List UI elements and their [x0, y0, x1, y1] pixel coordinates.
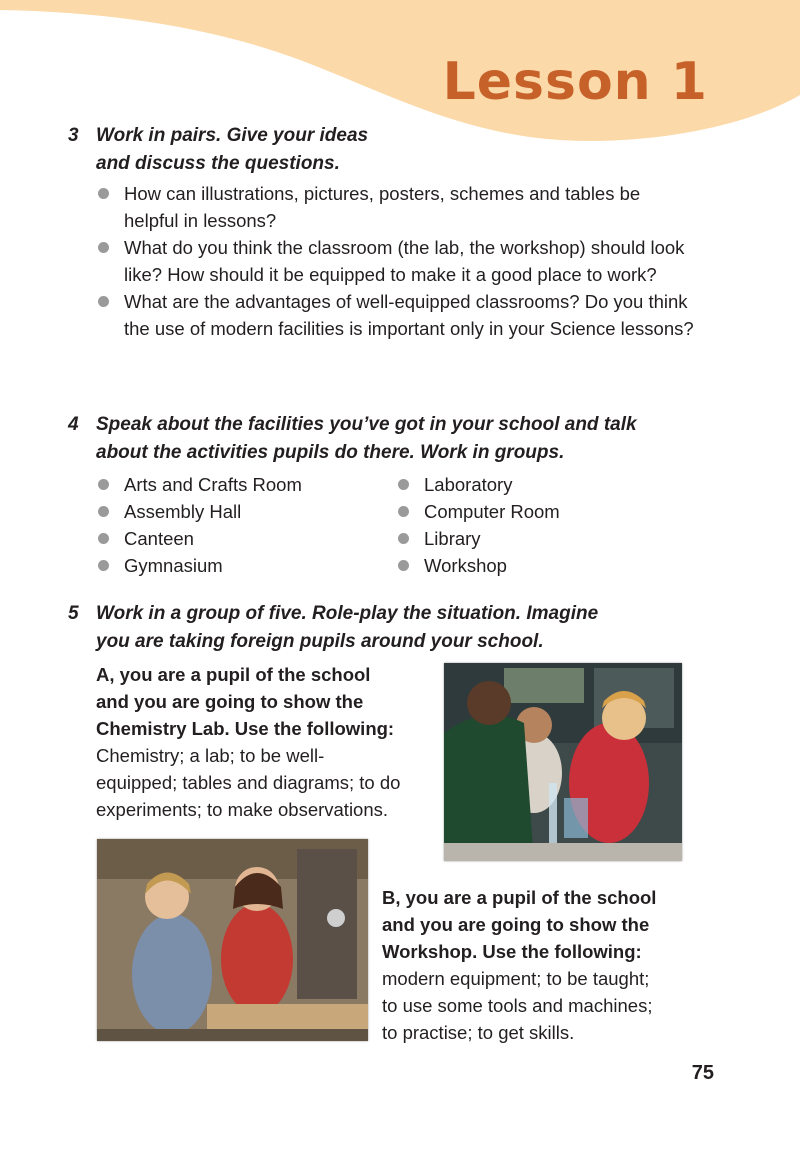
- list-item: Assembly Hall: [96, 498, 396, 525]
- lesson-title: Lesson 1: [442, 52, 708, 112]
- bullet-icon: [98, 479, 109, 490]
- list-item: Arts and Crafts Room: [96, 471, 396, 498]
- list-item: Gymnasium: [96, 552, 396, 579]
- bullet-icon: [98, 560, 109, 571]
- list-item: Laboratory: [396, 471, 696, 498]
- task-number: 4: [68, 414, 79, 435]
- list-item: What are the advantages of well-equipped classrooms? Do you think the use of modern facilities is important only in your Science lessons?: [96, 288, 696, 342]
- task-instruction: Speak about the facilities you’ve got in your school and talk about the activities pupils do there. Work in groups.: [96, 414, 637, 463]
- task-5: [68, 600, 748, 656]
- question-list: [96, 180, 696, 342]
- list-item: How can illustrations, pictures, posters, schemes and tables be helpful in lessons?: [96, 180, 696, 234]
- task-number: 5: [68, 603, 79, 624]
- task-instruction: Work in a group of five. Role-play the situation. Imagine you are taking foreign pupils around your school.: [96, 603, 599, 652]
- task-number: 3: [68, 125, 79, 146]
- chemistry-lab-photo: [444, 663, 682, 861]
- bullet-icon: [398, 533, 409, 544]
- list-item: What do you think the classroom (the lab, the workshop) should look like? How should it be equipped to make it a good place to work?: [96, 234, 696, 288]
- bullet-icon: [98, 533, 109, 544]
- bullet-icon: [398, 506, 409, 517]
- list-item: Workshop: [396, 552, 696, 579]
- task-instruction: Work in pairs. Give your ideas and discuss the questions.: [96, 125, 369, 174]
- task-4: [68, 411, 748, 579]
- bullet-icon: [98, 296, 109, 307]
- role-b-text: B, you are a pupil of the school and you are going to show the Workshop. Use the following: modern equipment; to be taught; to use some tools and machines; to practise; to get skills.: [382, 887, 657, 1043]
- bullet-icon: [398, 479, 409, 490]
- facilities-list: [96, 471, 748, 579]
- list-item: Library: [396, 525, 696, 552]
- task-3: [68, 122, 708, 342]
- list-item: Computer Room: [396, 498, 696, 525]
- bullet-icon: [98, 188, 109, 199]
- list-item: Canteen: [96, 525, 396, 552]
- facilities-column-left: [96, 471, 396, 579]
- bullet-icon: [98, 506, 109, 517]
- bullet-icon: [398, 560, 409, 571]
- facilities-column-right: [396, 471, 696, 579]
- page-number: 75: [691, 1062, 714, 1084]
- role-a-text: A, you are a pupil of the school and you are going to show the Chemistry Lab. Use the following: Chemistry; a lab; to be well- equipped; tables and diagrams; to do experiments; to make observations.: [96, 664, 401, 820]
- workshop-photo: [97, 839, 368, 1041]
- bullet-icon: [98, 242, 109, 253]
